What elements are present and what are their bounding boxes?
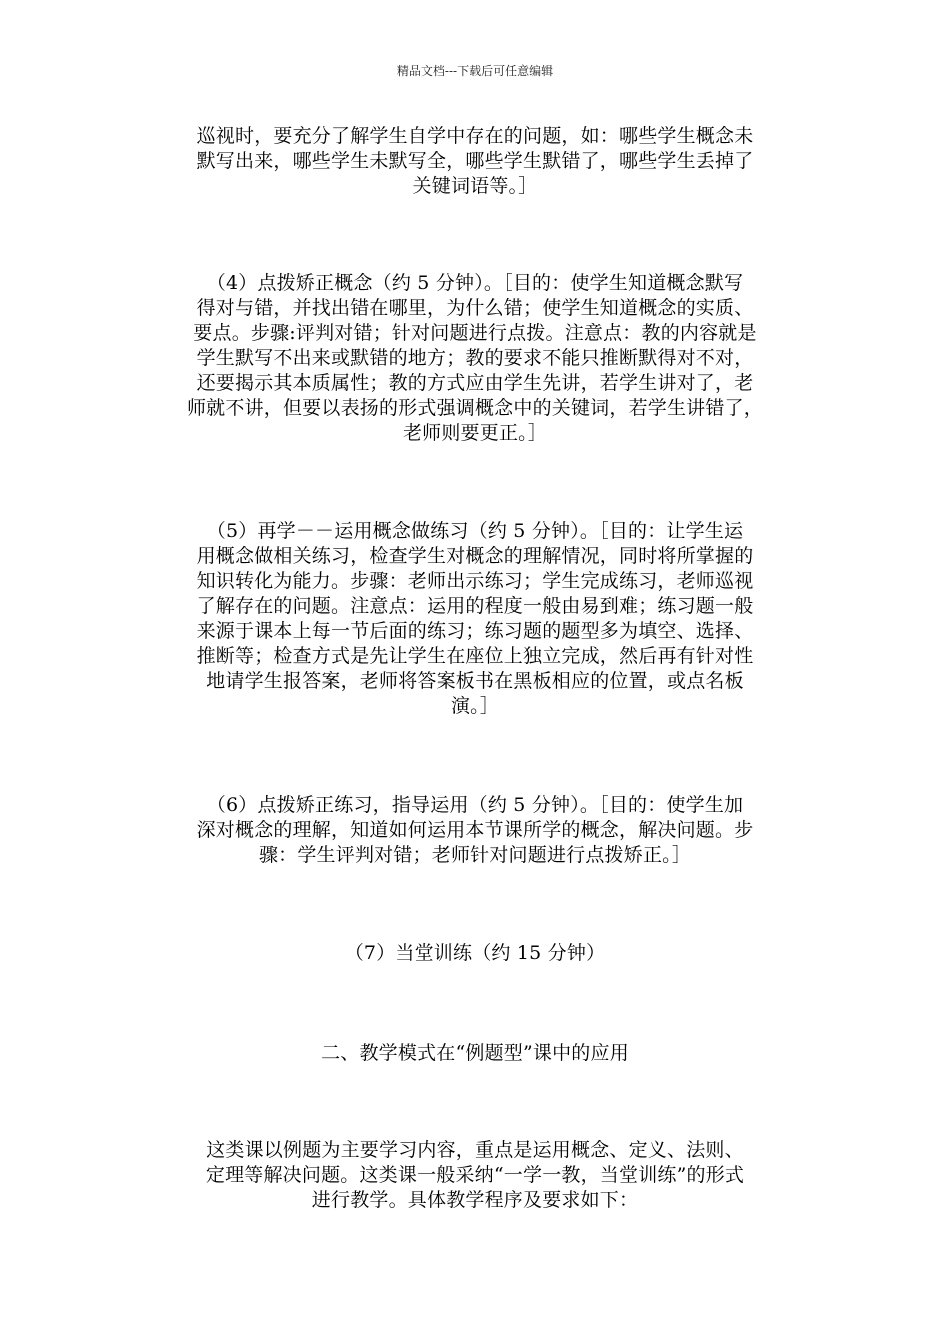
text-line: 来源于课本上每一节后面的练习；练习题的题型多为填空、选择、 [196, 620, 754, 642]
text-line: 深对概念的理解，知道如何运用本节课所学的概念，解决问题。步 [196, 819, 754, 841]
text-line: 老师则要更正。］ [402, 422, 548, 444]
text-line: （4）点拨矫正概念（约 5 分钟）。［目的：使学生知道概念默写 [206, 272, 744, 294]
text-line: （6）点拨矫正练习，指导运用（约 5 分钟）。［目的：使学生加 [206, 794, 744, 816]
text-line: 要点。步骤:评判对错；针对问题进行点拨。注意点：教的内容就是 [193, 322, 757, 344]
text-line: 还要揭示其本质属性；教的方式应由学生先讲，若学生讲对了，老 [196, 372, 754, 394]
text-line: 了解存在的问题。注意点：运用的程度一般由易到难；练习题一般 [196, 595, 754, 617]
text-line: 用概念做相关练习，检查学生对概念的理解情况，同时将所掌握的 [196, 545, 754, 567]
paragraph-step-4 [140, 271, 810, 446]
section-heading [140, 1041, 810, 1066]
text-line: 师就不讲，但要以表扬的形式强调概念中的关键词，若学生讲错了， [186, 397, 763, 419]
text-line: 演。］ [450, 695, 500, 717]
text-line: 关键词语等。］ [412, 175, 538, 197]
paragraph-patrol [140, 124, 810, 199]
text-line: （7）当堂训练（约 15 分钟） [344, 942, 606, 964]
text-line: 这类课以例题为主要学习内容，重点是运用概念、定义、法则、 [206, 1139, 744, 1161]
text-line: 定理等解决问题。这类课一般采纳“一学一教，当堂训练”的形式 [205, 1164, 745, 1186]
text-line: 推断等；检查方式是先让学生在座位上独立完成，然后再有针对性 [196, 645, 754, 667]
text-line: 骤：学生评判对错；老师针对问题进行点拨矫正。］ [258, 844, 692, 866]
text-line: 地请学生报答案，老师将答案板书在黑板相应的位置，或点名板 [206, 670, 744, 692]
text-line: 进行教学。具体教学程序及要求如下： [311, 1189, 639, 1211]
text-line: 知识转化为能力。步骤：老师出示练习；学生完成练习，老师巡视 [196, 570, 754, 592]
paragraph-step-6 [140, 793, 810, 868]
text-line: 默写出来，哪些学生未默写全，哪些学生默错了，哪些学生丢掉了 [196, 150, 754, 172]
text-line: 得对与错，并找出错在哪里，为什么错；使学生知道概念的实质、 [196, 297, 754, 319]
paragraph-intro-example-lesson [140, 1138, 810, 1213]
text-line: （5）再学－－运用概念做练习（约 5 分钟）。［目的：让学生运 [206, 520, 744, 542]
page-header: 精品文档---下载后可任意编辑 [396, 64, 554, 78]
paragraph-step-7 [140, 941, 810, 966]
text-line: 二、教学模式在“例题型”课中的应用 [321, 1042, 629, 1064]
text-line: 学生默写不出来或默错的地方；教的要求不能只推断默得对不对， [196, 347, 754, 369]
paragraph-step-5 [140, 519, 810, 719]
text-line: 巡视时，要充分了解学生自学中存在的问题，如：哪些学生概念未 [196, 125, 754, 147]
